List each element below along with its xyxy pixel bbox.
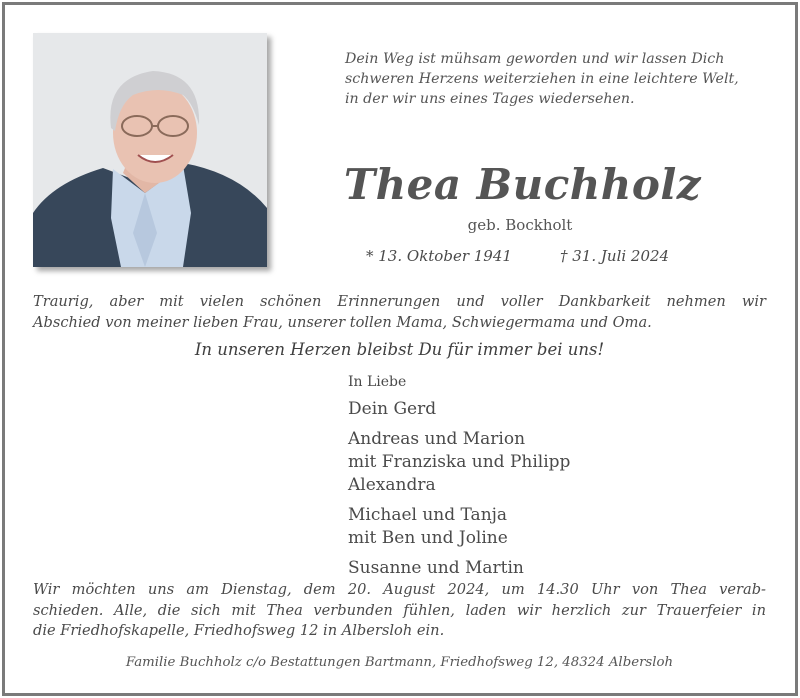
mourner-group	[348, 428, 570, 497]
message-line: Abschied von meiner lieben Frau, unserer tollen Mama, Schwiegermama und Oma.	[33, 313, 652, 331]
mourner-line: Michael und Tanja	[348, 505, 508, 525]
poem-line: Dein Weg ist mühsam geworden und wir lassen Dich	[345, 51, 725, 67]
ceremony-line: die Friedhofskapelle, Friedhofsweg 12 in Albersloh ein.	[33, 622, 445, 639]
mourners-list	[348, 372, 570, 587]
mourners-intro: In Liebe	[348, 374, 407, 390]
mourner-line: Andreas und Marion	[348, 429, 526, 449]
birth-date: * 13. Oktober 1941	[366, 247, 512, 265]
ceremony-line: schieden. Alle, die sich mit Thea verbunden fühlen, laden wir herzlich zur Trauerfeier in	[33, 601, 766, 619]
ceremony-line: Wir möchten uns am Dienstag, dem 20. August 2024, um 14.30 Uhr von Thea verab-	[33, 581, 766, 598]
birth-name: geb. Bockholt	[467, 216, 573, 234]
portrait-photo	[33, 33, 267, 267]
contact-footer: Familie Buchholz c/o Bestattungen Bartmann, Friedhofsweg 12, 48324 Albersloh	[125, 655, 674, 670]
mourner-line: Alexandra	[348, 475, 436, 495]
mourner-line: Dein Gerd	[348, 399, 437, 419]
mourner-group	[348, 504, 570, 550]
mourner-line: mit Ben und Joline	[348, 528, 508, 548]
deceased-name: Thea Buchholz	[343, 160, 702, 209]
poem-line: schweren Herzens weiterziehen in eine leichtere Welt,	[345, 71, 739, 87]
mourner-group	[348, 557, 570, 580]
message-line: Traurig, aber mit vielen schönen Erinnerungen und voller Dankbarkeit nehmen wir	[33, 293, 766, 310]
portrait-illustration	[33, 33, 267, 267]
poem-line: in der wir uns eines Tages wiedersehen.	[345, 91, 635, 107]
farewell-message	[33, 292, 766, 333]
motto: In unseren Herzen bleibst Du für immer bei uns!	[194, 340, 605, 359]
death-date: † 31. Juli 2024	[560, 247, 670, 265]
mourner-group	[348, 398, 570, 421]
poem	[345, 49, 785, 109]
mourner-line: Susanne und Martin	[348, 558, 524, 578]
mourner-line: mit Franziska und Philipp	[348, 452, 571, 472]
ceremony-notice	[33, 580, 766, 642]
